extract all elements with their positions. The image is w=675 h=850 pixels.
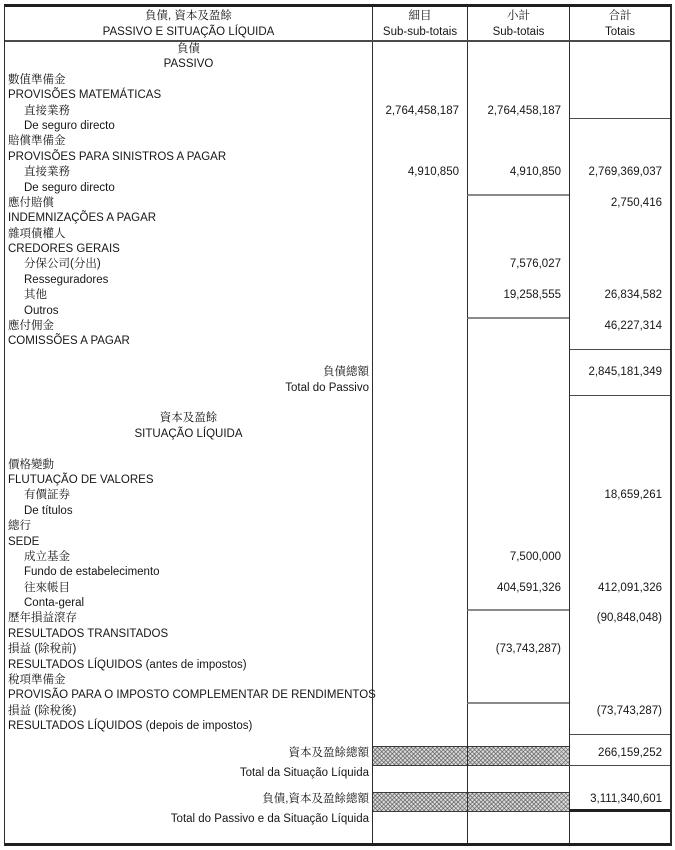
row-label: 直接業務 <box>24 166 70 179</box>
cell-sub-sub-total <box>372 319 467 334</box>
cell-sub-sub-total <box>372 781 467 792</box>
cell-total <box>569 381 670 396</box>
row-label: 應付賠償 <box>8 196 54 209</box>
cell-sub-sub-total <box>372 627 467 642</box>
cell-total <box>569 350 670 365</box>
table-row <box>5 781 670 792</box>
cell-sub-total <box>467 792 569 812</box>
cell-total <box>569 827 670 842</box>
cell-total <box>569 550 670 565</box>
row-label: Resseguradores <box>24 273 109 286</box>
cell-total: 266,159,252 <box>569 746 670 766</box>
cell-sub-total: (73,743,287) <box>467 642 569 657</box>
row-label: SITUAÇÃO LÍQUIDA <box>134 427 243 440</box>
row-label: De seguro directo <box>24 119 115 132</box>
cell-sub-total <box>467 673 569 688</box>
cell-sub-total <box>467 381 569 396</box>
table-row <box>5 658 670 673</box>
cell-sub-total <box>467 119 569 134</box>
table-row <box>5 596 670 611</box>
table-row <box>5 746 670 766</box>
row-label: Fundo de estabelecimento <box>24 566 160 579</box>
balance-sheet-table <box>4 4 672 846</box>
table-row <box>5 73 670 88</box>
table-row <box>5 812 670 827</box>
table-row <box>5 442 670 457</box>
cell-sub-total <box>467 319 569 334</box>
cell-sub-total <box>467 658 569 673</box>
cell-total <box>569 442 670 457</box>
table-row <box>5 719 670 734</box>
cell-sub-sub-total <box>372 642 467 657</box>
table-row <box>5 611 670 626</box>
cell-sub-total <box>467 519 569 534</box>
cell-sub-sub-total <box>372 211 467 226</box>
row-label: 稅項準備金 <box>8 674 66 687</box>
row-label <box>5 350 372 365</box>
cell-total <box>569 642 670 657</box>
table-row <box>5 396 670 411</box>
row-label: 成立基金 <box>24 550 70 563</box>
row-label: 總行 <box>8 520 31 533</box>
cell-sub-total: 4,910,850 <box>467 165 569 180</box>
cell-sub-sub-total <box>372 792 467 812</box>
cell-total <box>569 781 670 792</box>
cell-sub-sub-total: 4,910,850 <box>372 165 467 180</box>
cell-total <box>569 504 670 519</box>
table-row <box>5 427 670 442</box>
cell-sub-sub-total <box>372 746 467 766</box>
cell-sub-total <box>467 304 569 319</box>
cell-sub-sub-total <box>372 288 467 303</box>
table-row <box>5 181 670 196</box>
cell-sub-sub-total <box>372 242 467 257</box>
header-col2-pt: Sub-totais <box>492 25 545 38</box>
cell-sub-sub-total <box>372 134 467 149</box>
table-row <box>5 88 670 103</box>
cell-sub-sub-total <box>372 766 467 781</box>
cell-total <box>569 658 670 673</box>
cell-sub-sub-total <box>372 42 467 57</box>
header-label-pt: PASSIVO E SITUAÇÃO LÍQUIDA <box>102 25 275 38</box>
cell-total <box>569 596 670 611</box>
cell-total <box>569 427 670 442</box>
cell-sub-total <box>467 365 569 380</box>
row-label: 負債總額 <box>323 366 369 379</box>
row-label: Outros <box>24 304 59 317</box>
cell-sub-total <box>467 766 569 781</box>
table-row <box>5 165 670 180</box>
table-row <box>5 565 670 580</box>
row-label: 有價証券 <box>24 489 70 502</box>
row-label: 應付佣金 <box>8 320 54 333</box>
row-label: PROVISÕES MATEMÁTICAS <box>8 89 162 102</box>
cell-sub-sub-total <box>372 396 467 411</box>
row-label: 賠償準備金 <box>8 135 66 148</box>
row-label: 負債,資本及盈餘總額 <box>262 792 369 805</box>
header-sub-sub-totals-column <box>372 7 467 40</box>
table-row <box>5 627 670 642</box>
cell-total <box>569 519 670 534</box>
cell-sub-sub-total <box>372 227 467 242</box>
cell-total <box>569 42 670 57</box>
cell-sub-total <box>467 427 569 442</box>
row-label: 資本及盈餘 <box>159 412 218 425</box>
row-label: RESULTADOS LÍQUIDOS (antes de impostos) <box>8 658 247 671</box>
cell-sub-total <box>467 350 569 365</box>
cell-sub-sub-total <box>372 812 467 827</box>
cell-total <box>569 227 670 242</box>
row-label: RESULTADOS TRANSITADOS <box>8 627 169 640</box>
cell-total: 3,111,340,601 <box>569 792 670 812</box>
row-label: COMISSÕES A PAGAR <box>8 335 130 348</box>
cell-sub-total <box>467 57 569 72</box>
cell-total: 2,845,181,349 <box>569 365 670 380</box>
cell-sub-total <box>467 781 569 792</box>
cell-sub-sub-total <box>372 673 467 688</box>
cell-sub-total <box>467 411 569 426</box>
row-label: Total do Passivo e da Situação Líquida <box>170 812 369 825</box>
cell-total: 46,227,314 <box>569 319 670 334</box>
cell-sub-sub-total <box>372 273 467 288</box>
cell-sub-total <box>467 88 569 103</box>
cell-sub-total: 7,500,000 <box>467 550 569 565</box>
table-row <box>5 704 670 719</box>
cell-sub-sub-total <box>372 365 467 380</box>
header-col1-pt: Sub-sub-totais <box>382 25 458 38</box>
row-label <box>5 781 372 792</box>
row-label: 損益 (除稅前) <box>8 643 77 656</box>
cell-total <box>569 73 670 88</box>
cell-total <box>569 181 670 196</box>
cell-total <box>569 473 670 488</box>
cell-sub-sub-total <box>372 550 467 565</box>
row-label: CREDORES GERAIS <box>8 243 120 256</box>
row-label: 負債 <box>177 43 200 55</box>
cell-sub-total <box>467 396 569 411</box>
cell-sub-total <box>467 746 569 766</box>
header-col1-zh: 細目 <box>408 10 432 22</box>
cell-total <box>569 458 670 473</box>
cell-sub-sub-total <box>372 581 467 596</box>
table-row <box>5 581 670 596</box>
row-label: 歷年損益滾存 <box>8 612 77 625</box>
row-label: Conta-geral <box>24 597 85 610</box>
header-totals-column <box>569 7 670 40</box>
cell-total <box>569 688 670 703</box>
row-label: 價格變動 <box>8 458 54 471</box>
cell-sub-sub-total <box>372 257 467 272</box>
table-row <box>5 288 670 303</box>
cell-sub-sub-total <box>372 350 467 365</box>
table-row <box>5 273 670 288</box>
cell-sub-sub-total <box>372 334 467 349</box>
cell-sub-total <box>467 535 569 550</box>
cell-total: 18,659,261 <box>569 488 670 503</box>
cell-sub-sub-total <box>372 411 467 426</box>
table-row <box>5 504 670 519</box>
cell-sub-total: 7,576,027 <box>467 257 569 272</box>
cell-sub-sub-total <box>372 504 467 519</box>
cell-sub-sub-total <box>372 735 467 746</box>
cell-total <box>569 334 670 349</box>
cell-sub-sub-total <box>372 565 467 580</box>
cell-total <box>569 735 670 746</box>
cell-total <box>569 411 670 426</box>
table-row <box>5 227 670 242</box>
cell-sub-sub-total <box>372 827 467 842</box>
cell-sub-sub-total <box>372 88 467 103</box>
table-header-row <box>5 7 670 42</box>
cell-sub-total <box>467 735 569 746</box>
row-label: De títulos <box>24 504 73 517</box>
row-label: 往來帳目 <box>24 581 70 594</box>
cell-sub-total <box>467 473 569 488</box>
header-label-zh: 負債, 資本及盈餘 <box>145 10 232 22</box>
row-label <box>5 827 372 842</box>
cell-total: 2,750,416 <box>569 196 670 211</box>
table-row <box>5 735 670 746</box>
row-label <box>5 442 372 457</box>
cell-sub-sub-total <box>372 304 467 319</box>
cell-sub-sub-total <box>372 473 467 488</box>
cell-sub-total <box>467 504 569 519</box>
cell-sub-total <box>467 181 569 196</box>
cell-sub-total: 19,258,555 <box>467 288 569 303</box>
cell-total: 2,769,369,037 <box>569 165 670 180</box>
cell-total <box>569 242 670 257</box>
row-label: 其他 <box>24 289 47 302</box>
table-row <box>5 642 670 657</box>
table-row <box>5 334 670 349</box>
header-label-column <box>5 7 372 40</box>
cell-total <box>569 104 670 119</box>
cell-sub-sub-total <box>372 57 467 72</box>
row-label: FLUTUAÇÃO DE VALORES <box>8 473 154 486</box>
table-row <box>5 519 670 534</box>
table-row <box>5 134 670 149</box>
table-row <box>5 488 670 503</box>
cell-sub-total <box>467 688 569 703</box>
row-label <box>5 735 372 746</box>
table-row <box>5 673 670 688</box>
cell-sub-total <box>467 812 569 827</box>
cell-total <box>569 211 670 226</box>
cell-total <box>569 88 670 103</box>
cell-total <box>569 257 670 272</box>
row-label: Total do Passivo <box>285 381 369 394</box>
cell-sub-total <box>467 704 569 719</box>
cell-total <box>569 673 670 688</box>
row-label: SEDE <box>8 535 40 548</box>
cell-sub-total <box>467 458 569 473</box>
table-row <box>5 257 670 272</box>
cell-total <box>569 766 670 781</box>
cell-sub-total <box>467 442 569 457</box>
cell-sub-sub-total <box>372 427 467 442</box>
row-label: 直接業務 <box>24 104 70 117</box>
table-row <box>5 766 670 781</box>
table-body <box>5 42 670 843</box>
table-row <box>5 550 670 565</box>
table-row <box>5 42 670 57</box>
table-row <box>5 473 670 488</box>
cell-sub-total <box>467 42 569 57</box>
cell-total: 412,091,326 <box>569 581 670 596</box>
table-row <box>5 411 670 426</box>
cell-sub-sub-total <box>372 73 467 88</box>
cell-sub-total <box>467 334 569 349</box>
cell-sub-total <box>467 242 569 257</box>
row-label: PROVISÕES PARA SINISTROS A PAGAR <box>8 150 227 163</box>
cell-total <box>569 812 670 827</box>
cell-sub-sub-total <box>372 688 467 703</box>
cell-total <box>569 719 670 734</box>
table-row <box>5 827 670 842</box>
header-col3-zh: 合計 <box>608 10 632 22</box>
cell-sub-sub-total <box>372 458 467 473</box>
table-row <box>5 535 670 550</box>
cell-sub-sub-total <box>372 596 467 611</box>
cell-sub-total <box>467 73 569 88</box>
row-label: INDEMNIZAÇÕES A PAGAR <box>8 212 157 225</box>
cell-total <box>569 57 670 72</box>
cell-total <box>569 119 670 134</box>
table-row <box>5 319 670 334</box>
cell-sub-sub-total <box>372 150 467 165</box>
cell-total: (73,743,287) <box>569 704 670 719</box>
table-row <box>5 119 670 134</box>
row-label: 數值準備金 <box>8 73 66 86</box>
cell-sub-total <box>467 719 569 734</box>
row-label: 損益 (除稅後) <box>8 704 77 717</box>
cell-total <box>569 150 670 165</box>
cell-total: (90,848,048) <box>569 611 670 626</box>
table-row <box>5 458 670 473</box>
row-label: RESULTADOS LÍQUIDOS (depois de impostos) <box>8 720 253 733</box>
cell-sub-sub-total <box>372 519 467 534</box>
cell-sub-total <box>467 565 569 580</box>
row-label <box>5 396 372 411</box>
cell-sub-total <box>467 134 569 149</box>
table-row <box>5 304 670 319</box>
cell-sub-sub-total <box>372 196 467 211</box>
cell-sub-sub-total <box>372 719 467 734</box>
cell-sub-total: 2,764,458,187 <box>467 104 569 119</box>
cell-sub-sub-total <box>372 442 467 457</box>
cell-sub-total <box>467 273 569 288</box>
row-label: 分保公司(分出) <box>24 258 101 271</box>
table-row <box>5 211 670 226</box>
cell-sub-total <box>467 227 569 242</box>
cell-total: 26,834,582 <box>569 288 670 303</box>
header-sub-totals-column <box>467 7 569 40</box>
cell-sub-total <box>467 211 569 226</box>
cell-sub-total <box>467 488 569 503</box>
table-row <box>5 350 670 365</box>
header-col2-zh: 小計 <box>507 10 530 22</box>
cell-sub-total <box>467 196 569 211</box>
table-row <box>5 57 670 72</box>
table-row <box>5 150 670 165</box>
cell-total <box>569 304 670 319</box>
row-label: 雜項債權人 <box>8 227 66 240</box>
row-label: De seguro directo <box>24 181 115 194</box>
cell-sub-total <box>467 827 569 842</box>
cell-sub-sub-total <box>372 658 467 673</box>
row-label: Total da Situação Líquida <box>239 766 369 779</box>
cell-sub-total <box>467 150 569 165</box>
table-row <box>5 365 670 380</box>
cell-total <box>569 627 670 642</box>
cell-sub-sub-total <box>372 611 467 626</box>
cell-sub-sub-total <box>372 704 467 719</box>
cell-sub-total <box>467 611 569 626</box>
cell-sub-sub-total <box>372 181 467 196</box>
row-label: PROVISÃO PARA O IMPOSTO COMPLEMENTAR DE RENDIMENTOS <box>8 689 376 702</box>
cell-total <box>569 535 670 550</box>
cell-sub-total <box>467 627 569 642</box>
table-row <box>5 381 670 396</box>
cell-sub-sub-total <box>372 381 467 396</box>
cell-sub-sub-total <box>372 119 467 134</box>
cell-sub-sub-total <box>372 535 467 550</box>
table-row <box>5 688 670 703</box>
table-row <box>5 242 670 257</box>
table-row <box>5 792 670 812</box>
cell-total <box>569 565 670 580</box>
cell-total <box>569 134 670 149</box>
cell-sub-sub-total <box>372 488 467 503</box>
table-row <box>5 104 670 119</box>
cell-total <box>569 273 670 288</box>
cell-sub-total <box>467 596 569 611</box>
cell-sub-total: 404,591,326 <box>467 581 569 596</box>
table-row <box>5 196 670 211</box>
cell-sub-sub-total: 2,764,458,187 <box>372 104 467 119</box>
cell-total <box>569 396 670 411</box>
row-label: PASSIVO <box>163 58 214 71</box>
row-label: 資本及盈餘總額 <box>288 746 369 759</box>
header-col3-pt: Totais <box>604 25 636 38</box>
